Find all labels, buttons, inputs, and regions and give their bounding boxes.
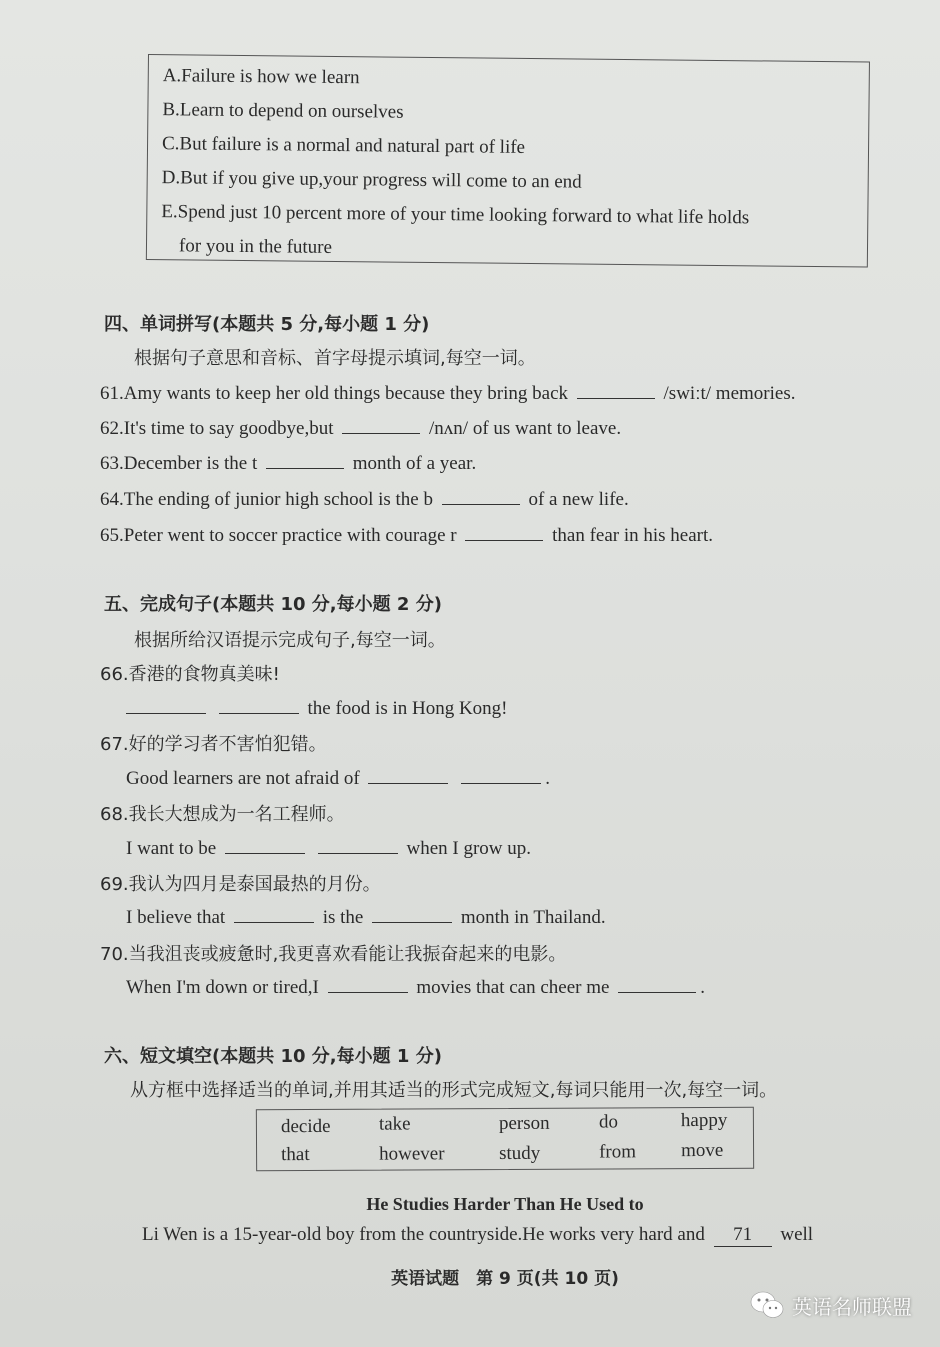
question-64: 64.The ending of junior high school is the b of a new life. xyxy=(100,486,629,511)
option-d: D.But if you give up,your progress will come to an end xyxy=(161,167,582,193)
answer-68: I want to be when I grow up. xyxy=(126,835,531,860)
watermark xyxy=(750,1290,912,1320)
page-footer: 英语试题 第 9 页(共 10 页) xyxy=(391,1269,619,1289)
word-item: take xyxy=(378,1113,411,1135)
word-item: from xyxy=(599,1141,637,1163)
options-box xyxy=(146,54,870,268)
answer-blank[interactable] xyxy=(266,450,344,469)
passage-line: Li Wen is a 15-year-old boy from the countryside.He works very hard and 71 well xyxy=(142,1224,814,1245)
question-70: 70.当我沮丧或疲惫时,我更喜欢看能让我振奋起来的电影。 xyxy=(100,944,567,965)
answer-67: Good learners are not afraid of . xyxy=(126,765,550,790)
word-item: do xyxy=(598,1111,618,1133)
question-68: 68.我长大想成为一名工程师。 xyxy=(100,804,345,825)
answer-69: I believe that is the month in Thailand. xyxy=(126,904,606,929)
word-item: that xyxy=(281,1144,310,1166)
answer-66: the food is in Hong Kong! xyxy=(126,695,508,720)
option-c: C.But failure is a normal and natural part of life xyxy=(161,133,526,158)
section4-instruction: 根据句子意思和音标、首字母提示填词,每空一词。 xyxy=(134,348,536,369)
answer-blank[interactable] xyxy=(234,904,314,923)
option-e: E.Spend just 10 percent more of your time looking forward to what life holds xyxy=(161,201,750,229)
section6-title: 六、短文填空(本题共 10 分,每小题 1 分) xyxy=(104,1046,442,1067)
word-item: happy xyxy=(680,1109,728,1132)
answer-blank[interactable] xyxy=(219,695,299,714)
answer-70: When I'm down or tired,I movies that can cheer me . xyxy=(126,974,705,999)
question-62: 62.It's time to say goodbye,but /nʌn/ of us want to leave. xyxy=(100,415,621,440)
answer-blank[interactable] xyxy=(618,974,696,993)
answer-blank[interactable] xyxy=(461,765,541,784)
section6-instruction: 从方框中选择适当的单词,并用其适当的形式完成短文,每词只能用一次,每空一词。 xyxy=(130,1080,778,1101)
word-item: decide xyxy=(280,1115,331,1138)
answer-blank[interactable] xyxy=(342,415,420,434)
answer-blank[interactable] xyxy=(126,695,206,714)
answer-blank[interactable] xyxy=(318,835,398,854)
watermark-text: 英语名师联盟 xyxy=(792,1294,912,1319)
answer-blank[interactable] xyxy=(442,486,520,505)
question-69: 69.我认为四月是泰国最热的月份。 xyxy=(100,874,381,895)
word-item: move xyxy=(681,1139,724,1162)
question-65: 65.Peter went to soccer practice with courage r than fear in his heart. xyxy=(100,522,713,547)
question-63: 63.December is the t month of a year. xyxy=(100,450,476,475)
option-b: B.Learn to depend on ourselves xyxy=(162,99,404,123)
option-a: A.Failure is how we learn xyxy=(162,65,360,89)
word-box xyxy=(256,1107,754,1172)
word-item: study xyxy=(499,1142,541,1165)
passage-title: He Studies Harder Than He Used to xyxy=(366,1194,644,1214)
wechat-icon xyxy=(750,1290,784,1320)
word-item: person xyxy=(498,1112,550,1135)
question-67: 67.好的学习者不害怕犯错。 xyxy=(100,734,327,755)
answer-blank[interactable] xyxy=(328,974,408,993)
answer-blank[interactable] xyxy=(577,380,655,399)
section5-title: 五、完成句子(本题共 10 分,每小题 2 分) xyxy=(104,594,442,615)
section4-title: 四、单词拼写(本题共 5 分,每小题 1 分) xyxy=(104,314,430,335)
answer-blank[interactable] xyxy=(465,522,543,541)
word-item: however xyxy=(379,1143,445,1165)
answer-blank-71[interactable]: 71 xyxy=(714,1224,772,1247)
answer-blank[interactable] xyxy=(225,835,305,854)
option-e-continued: for you in the future xyxy=(178,235,333,258)
answer-blank[interactable] xyxy=(368,765,448,784)
answer-blank[interactable] xyxy=(372,904,452,923)
question-61: 61.Amy wants to keep her old things because they bring back /swiːt/ memories. xyxy=(100,380,795,405)
question-66: 66.香港的食物真美味! xyxy=(100,664,280,685)
section5-instruction: 根据所给汉语提示完成句子,每空一词。 xyxy=(134,630,446,651)
